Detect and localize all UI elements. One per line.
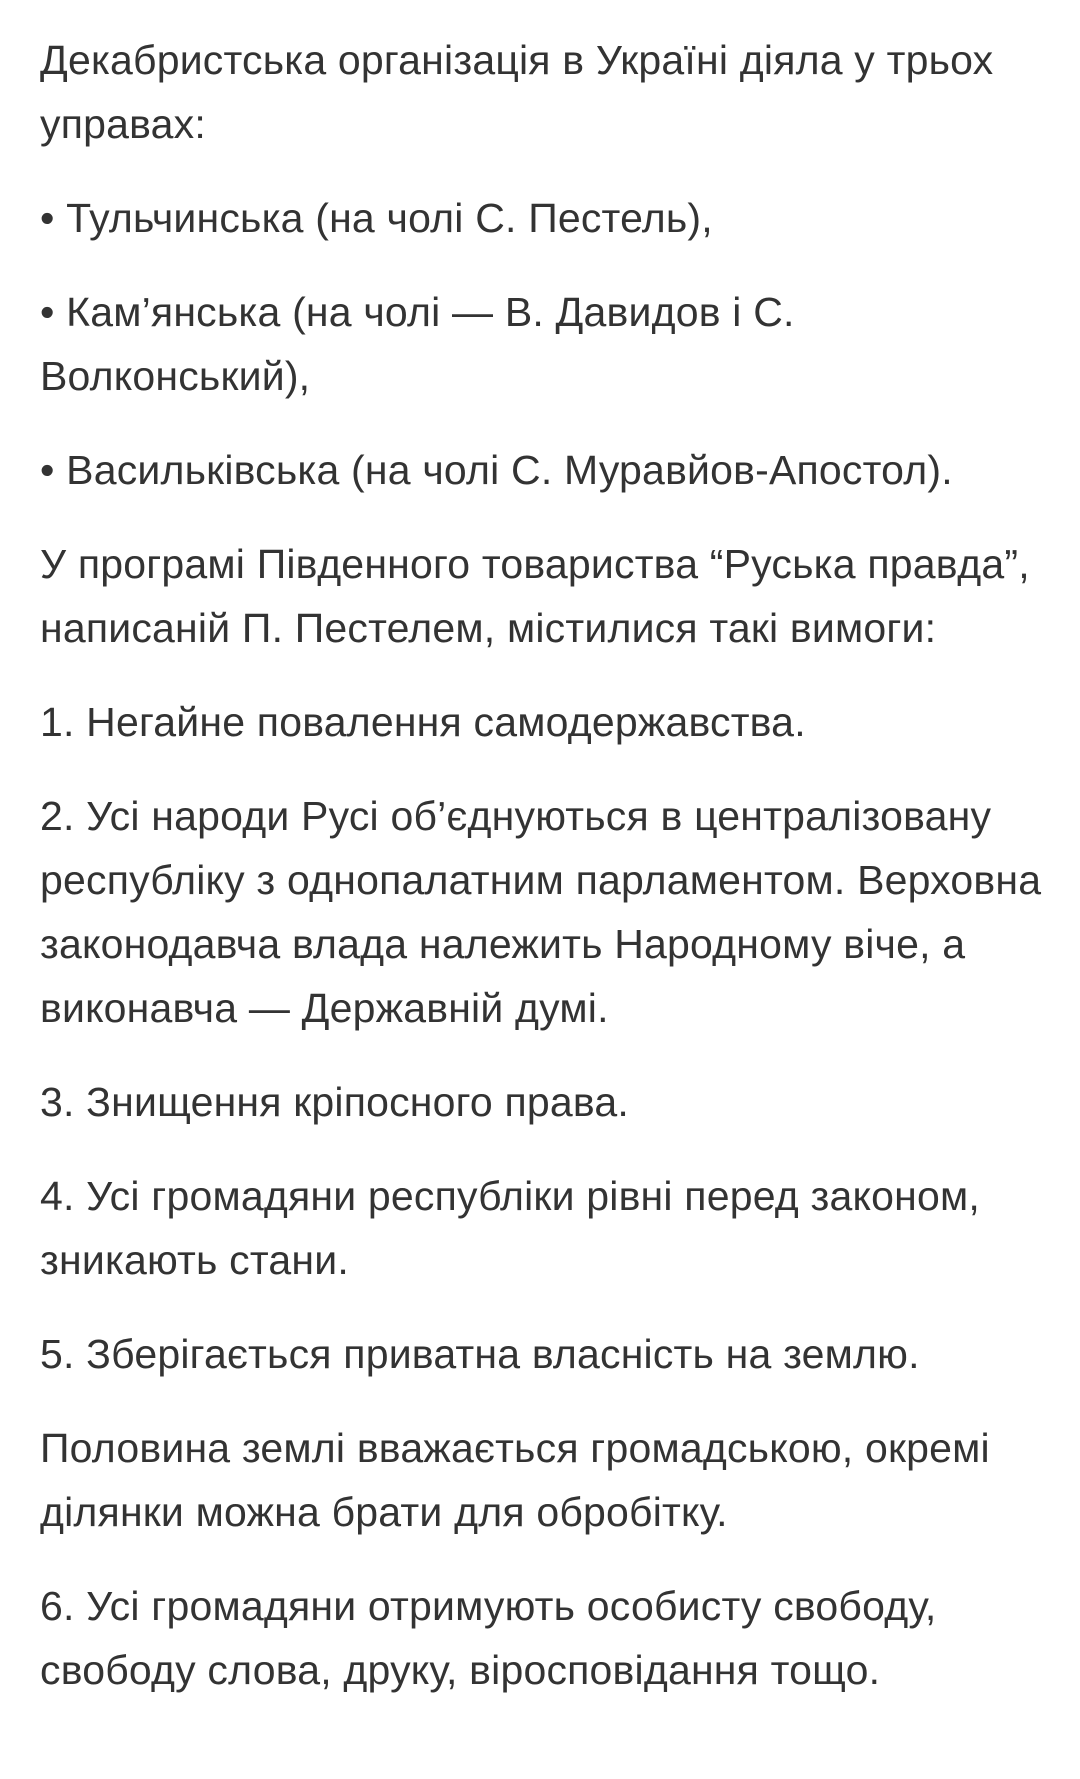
bullet-kamianka: • Кам’янська (на чолі — В. Давидов і С. Волконський), — [40, 289, 795, 399]
land-note-paragraph: Половина землі вважається громадською, окремі ділянки можна брати для обробітку. — [40, 1425, 990, 1535]
document-body — [40, 28, 1050, 1732]
program-intro-paragraph: У програмі Південного товариства “Руська правда”, написаній П. Пестелем, містилися такі вимоги: — [40, 541, 1030, 651]
bullet-tulchyn: • Тульчинська (на чолі С. Пестель), — [40, 195, 713, 241]
requirement-4: 4. Усі громадяни республіки рівні перед законом, зникають стани. — [40, 1173, 980, 1283]
requirement-1: 1. Негайне повалення самодержавства. — [40, 699, 806, 745]
requirement-2: 2. Усі народи Русі об’єднуються в централізовану республіку з однопалатним парламентом. Верховна законодавча влада належить Народному віче, а виконавча — Державній думі. — [40, 793, 1042, 1031]
requirement-6: 6. Усі громадяни отримують особисту свободу, свободу слова, друку, віросповідання тощо. — [40, 1583, 937, 1693]
intro-paragraph: Декабристська організація в Україні діяла у трьох управах: — [40, 37, 994, 147]
requirement-5: 5. Зберігається приватна власність на землю. — [40, 1331, 920, 1377]
bullet-vasylkiv: • Васильківська (на чолі С. Муравйов-Апостол). — [40, 447, 953, 493]
requirement-3: 3. Знищення кріпосного права. — [40, 1079, 630, 1125]
